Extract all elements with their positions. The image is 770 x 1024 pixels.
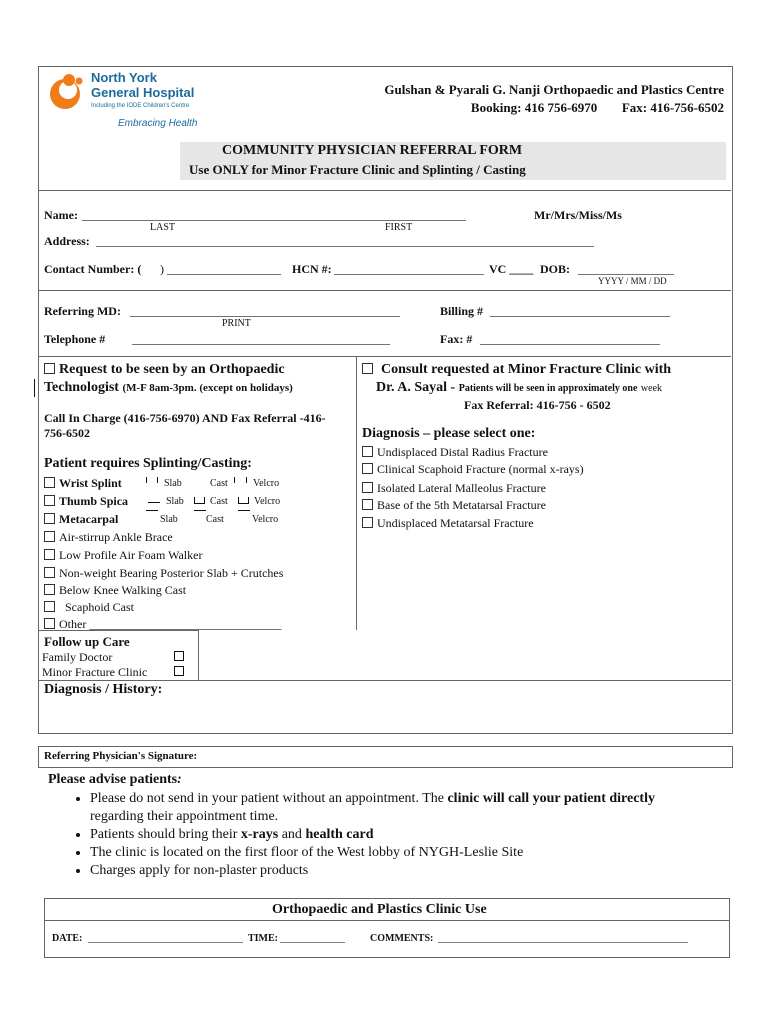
fax-number: Fax: 416-756-6502 xyxy=(621,100,724,115)
logo-slogan: Embracing Health xyxy=(118,118,198,129)
wrist-slab-mark xyxy=(157,477,158,483)
metacarpal-velcro-label: Velcro xyxy=(252,514,279,525)
fax-field[interactable]: ______________________________ xyxy=(480,332,660,346)
contact-label: Contact Number: ( xyxy=(44,262,142,276)
diagnosis-history-label: Diagnosis / History: xyxy=(44,682,163,697)
diagnosis-heading: Diagnosis – please select one: xyxy=(362,426,536,441)
wrist-cast-label: Cast xyxy=(210,478,228,489)
metacarpal-velcro-mark xyxy=(238,510,250,511)
consult-week: week xyxy=(640,383,663,394)
billing-field[interactable]: ______________________________ xyxy=(490,304,670,318)
diagnosis-checkbox[interactable] xyxy=(362,517,373,528)
splint-item-checkbox[interactable] xyxy=(44,601,55,612)
print-caption: PRINT xyxy=(222,318,251,329)
first-caption: FIRST xyxy=(385,222,413,233)
comments-field[interactable]: __________________________________________________ xyxy=(438,933,688,944)
request-ortho-checkbox[interactable] xyxy=(44,363,55,374)
advise-item: • Please do not send in your patient without an appointment. The clinic will call your patient directly regarding their appointment time. xyxy=(90,790,770,826)
diagnosis-option[interactable]: Undisplaced Distal Radius Fracture xyxy=(362,445,548,460)
vc-field[interactable]: VC ____ xyxy=(489,262,534,276)
followup-family-label: Family Doctor xyxy=(42,650,113,664)
diagnosis-option[interactable]: Isolated Lateral Malleolus Fracture xyxy=(362,481,546,496)
call-instruction-2: 756-6502 xyxy=(44,426,90,440)
fax-label: Fax: # xyxy=(440,332,473,346)
clinic-use-heading: Orthopaedic and Plastics Clinic Use xyxy=(272,902,487,917)
diagnosis-option[interactable]: Undisplaced Metatarsal Fracture xyxy=(362,516,534,531)
wrist-splint-checkbox[interactable] xyxy=(44,477,55,488)
date-field[interactable]: _______________________________ xyxy=(88,933,243,944)
last-caption: LAST xyxy=(150,222,175,233)
consult-request: Consult requested at Minor Fracture Clinic with xyxy=(362,362,671,378)
column-divider xyxy=(356,356,357,630)
form-title: COMMUNITY PHYSICIAN REFERRAL FORM xyxy=(222,143,523,158)
thumb-slab-label: Slab xyxy=(166,496,184,507)
telephone-field[interactable]: ___________________________________________ xyxy=(132,332,390,346)
thumb-velcro-mark xyxy=(238,497,249,504)
diagnosis-option[interactable]: Base of the 5th Metatarsal Fracture xyxy=(362,498,546,513)
followup-minor-label: Minor Fracture Clinic xyxy=(42,665,148,679)
thumb-spica-checkbox[interactable] xyxy=(44,495,55,506)
splint-heading: Patient requires Splinting/Casting: xyxy=(44,456,252,471)
splint-item-other[interactable]: Other ________________________________ xyxy=(44,617,281,632)
thumb-velcro-label: Velcro xyxy=(254,496,281,507)
splint-item[interactable]: Below Knee Walking Cast xyxy=(44,583,186,598)
diagnosis-checkbox[interactable] xyxy=(362,499,373,510)
followup-family-checkbox[interactable] xyxy=(174,651,184,661)
thumb-slab-mark xyxy=(148,502,160,503)
diagnosis-checkbox[interactable] xyxy=(362,446,373,457)
contact-field[interactable]: ) ___________________ xyxy=(160,262,281,276)
consult-doctor: Dr. A. Sayal - Patients will be seen in approximately one week xyxy=(376,380,663,395)
consult-checkbox[interactable] xyxy=(362,363,373,374)
thumb-cast-mark xyxy=(194,497,205,504)
referring-md-field[interactable]: _____________________________________________ xyxy=(130,304,400,318)
hospital-logo xyxy=(46,70,206,134)
splint-item-checkbox[interactable] xyxy=(44,567,55,578)
time-label: TIME: xyxy=(248,933,278,944)
form-subtitle: Use ONLY for Minor Fracture Clinic and Splinting / Casting xyxy=(189,162,526,177)
logo-line1: North York xyxy=(91,70,157,85)
metacarpal-slab-mark xyxy=(146,510,158,511)
divider xyxy=(38,630,198,631)
wrist-slab-label: Slab xyxy=(164,478,182,489)
advise-list xyxy=(48,784,770,880)
thumb-cast-label: Cast xyxy=(210,496,228,507)
booking-number: Booking: 416 756-6970 xyxy=(470,100,598,115)
followup-minor-checkbox[interactable] xyxy=(174,666,184,676)
address-field[interactable]: ___________________________________________________________________________________ xyxy=(96,234,594,248)
dob-format: YYYY / MM / DD xyxy=(598,276,667,286)
hcn-label: HCN #: xyxy=(292,262,332,276)
advise-item: • Patients should bring their x-rays and health card xyxy=(90,826,770,844)
splint-item-checkbox[interactable] xyxy=(44,531,55,542)
booking-fax xyxy=(471,100,724,116)
wrist-velcro-mark xyxy=(246,477,247,483)
thumb-spica-option[interactable]: Thumb Spica xyxy=(44,494,128,509)
divider xyxy=(38,356,731,357)
metacarpal-option[interactable]: Metacarpal xyxy=(44,512,118,527)
hcn-field[interactable]: _________________________ xyxy=(334,262,484,276)
address-label: Address: xyxy=(44,234,90,248)
logo-mark-icon xyxy=(46,72,88,112)
advise-item: • Charges apply for non-plaster products xyxy=(90,862,770,880)
splint-item[interactable]: Scaphoid Cast xyxy=(44,600,134,615)
billing-label: Billing # xyxy=(440,304,484,318)
metacarpal-cast-label: Cast xyxy=(206,514,224,525)
splint-item-checkbox[interactable] xyxy=(44,549,55,560)
request-ortho-tech: Request to be seen by an Orthopaedic xyxy=(44,362,285,378)
dob-label: DOB: xyxy=(540,262,570,276)
advise-heading: Please advise patients: xyxy=(48,772,182,787)
name-label: Name: xyxy=(44,208,78,222)
diagnosis-checkbox[interactable] xyxy=(362,463,373,474)
wrist-splint-option[interactable]: Wrist Splint xyxy=(44,476,122,491)
logo-tagline: Including the IODE Children's Centre xyxy=(91,103,190,109)
splint-item-checkbox[interactable] xyxy=(44,584,55,595)
cursor-mark xyxy=(34,379,35,397)
salutation: Mr/Mrs/Miss/Ms xyxy=(534,208,622,222)
divider xyxy=(38,190,731,191)
date-label: DATE: xyxy=(52,933,83,944)
consult-note: Patients will be seen in approximately one xyxy=(458,383,638,394)
diagnosis-checkbox[interactable] xyxy=(362,482,373,493)
divider xyxy=(38,290,731,291)
splint-item-checkbox[interactable] xyxy=(44,618,55,629)
signature-label: Referring Physician's Signature: xyxy=(44,750,198,762)
call-instruction: Call In Charge (416-756-6970) AND Fax Referral -416- xyxy=(44,411,326,425)
time-field[interactable]: _____________ xyxy=(280,933,345,944)
request-hours: (M-F 8am-3pm. (except on holidays) xyxy=(122,382,293,394)
divider xyxy=(44,920,729,921)
followup-divider xyxy=(198,630,199,680)
splint-item[interactable]: Air-stirrup Ankle Brace xyxy=(44,530,173,545)
splint-item[interactable]: Low Profile Air Foam Walker xyxy=(44,548,202,563)
comments-label: COMMENTS: xyxy=(370,933,434,944)
divider xyxy=(38,680,731,681)
metacarpal-checkbox[interactable] xyxy=(44,513,55,524)
wrist-velcro-mark xyxy=(234,477,235,483)
request-ortho-line2: Technologist (M-F 8am-3pm. (except on holidays) xyxy=(44,380,293,395)
name-field[interactable]: ________________________________________________________________ xyxy=(82,208,466,222)
referring-md-label: Referring MD: xyxy=(44,304,121,318)
centre-name: Gulshan & Pyarali G. Nanji Orthopaedic and Plastics Centre xyxy=(384,82,724,97)
splint-item[interactable]: Non-weight Bearing Posterior Slab + Crutches xyxy=(44,566,283,581)
telephone-label: Telephone # xyxy=(44,332,106,346)
logo-line2: General Hospital xyxy=(91,85,195,100)
dob-field[interactable]: ________________ xyxy=(578,262,674,276)
diagnosis-option[interactable]: Clinical Scaphoid Fracture (normal x-rays) xyxy=(362,462,584,477)
fax-referral: Fax Referral: 416-756 - 6502 xyxy=(464,398,611,412)
advise-item: • The clinic is located on the first floor of the West lobby of NYGH-Leslie Site xyxy=(90,844,770,862)
metacarpal-cast-mark xyxy=(194,510,206,511)
followup-heading: Follow up Care xyxy=(44,634,130,649)
metacarpal-slab-label: Slab xyxy=(160,514,178,525)
wrist-slab-mark xyxy=(146,477,147,483)
wrist-velcro-label: Velcro xyxy=(253,478,280,489)
